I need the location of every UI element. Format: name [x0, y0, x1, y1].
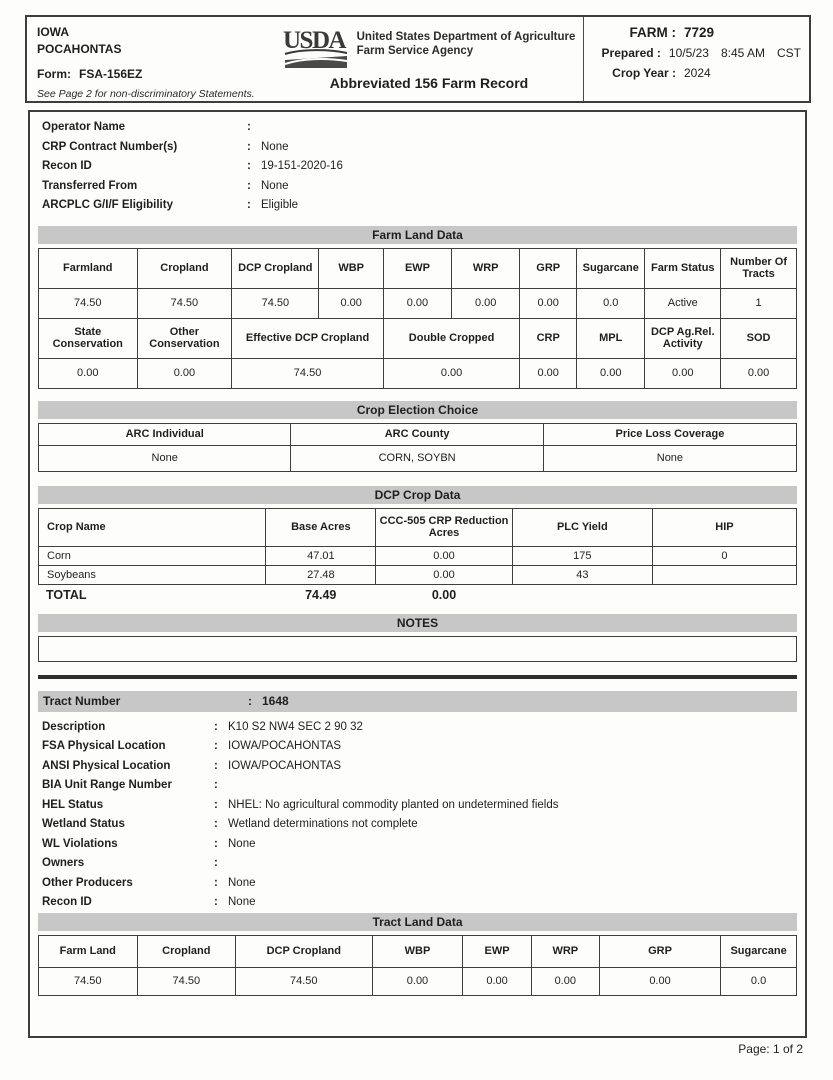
field-arcplc-eligibility: ARCPLC G/I/F Eligibility : Eligible: [37, 196, 798, 216]
col-grp: GRP: [520, 248, 577, 288]
farm-land-value-row-1: 74.50 74.50 74.50 0.00 0.00 0.00 0.00 0.0 Active 1: [39, 288, 797, 318]
dcp-crop-row-soybeans: Soybeans 27.48 0.00 43: [39, 565, 797, 584]
col-state-conservation: State Conservation: [39, 318, 138, 358]
col-tract-dcp-cropland: DCP Cropland: [236, 935, 372, 967]
tract-details-section: [37, 718, 798, 913]
col-sugarcane: Sugarcane: [577, 248, 645, 288]
col-ccc505-crp-reduction-acres: CCC-505 CRP Reduction Acres: [376, 508, 512, 546]
tract-land-data-title: Tract Land Data: [38, 913, 797, 931]
col-arc-county: ARC County: [291, 423, 543, 445]
col-cropland: Cropland: [137, 248, 232, 288]
crop-election-title: Crop Election Choice: [38, 401, 797, 419]
field-other-producers: Other Producers : None: [37, 874, 798, 894]
header-center: [275, 17, 583, 101]
tract-number-banner: [38, 691, 797, 712]
col-dcp-cropland: DCP Cropland: [232, 248, 319, 288]
form-label: Form:: [37, 67, 71, 81]
col-wrp: WRP: [452, 248, 520, 288]
field-description: Description : K10 S2 NW4 SEC 2 90 32: [37, 718, 798, 738]
col-ewp: EWP: [383, 248, 451, 288]
dcp-crop-data-table: [38, 508, 797, 585]
agency-name: [357, 27, 576, 58]
crop-election-value-row: None CORN, SOYBN None: [39, 445, 797, 471]
col-crop-name: Crop Name: [39, 508, 266, 546]
dcp-crop-total-row: [38, 588, 797, 602]
header-right: [583, 17, 809, 101]
col-tract-ewp: EWP: [463, 935, 531, 967]
col-crp: CRP: [520, 318, 577, 358]
col-sod: SOD: [721, 318, 797, 358]
farm-land-value-row-2: 0.00 0.00 74.50 0.00 0.00 0.00 0.00 0.00: [39, 358, 797, 388]
col-farmland: Farmland: [39, 248, 138, 288]
farm-label: FARM :: [584, 25, 676, 40]
col-effective-dcp-cropland: Effective DCP Cropland: [232, 318, 384, 358]
field-crp-contract-numbers: CRP Contract Number(s) : None: [37, 138, 798, 158]
dept-line2: Farm Service Agency: [356, 45, 474, 57]
header-left: [27, 17, 275, 101]
total-label: TOTAL: [46, 587, 87, 602]
crop-election-table: [38, 423, 797, 472]
col-price-loss-coverage: Price Loss Coverage: [543, 423, 796, 445]
col-tract-cropland: Cropland: [137, 935, 236, 967]
section-divider: [38, 675, 797, 679]
prepared-value: 10/5/23 8:45 AM CST: [668, 46, 801, 60]
col-double-cropped: Double Cropped: [383, 318, 519, 358]
col-tract-wbp: WBP: [372, 935, 463, 967]
col-hip: HIP: [652, 508, 796, 546]
crop-year-value: 2024: [684, 66, 711, 80]
col-wbp: WBP: [319, 248, 383, 288]
col-arc-individual: ARC Individual: [39, 423, 291, 445]
total-base-acres: 74.49: [305, 587, 337, 602]
operator-section: [37, 118, 798, 216]
svg-text:USDA: USDA: [282, 27, 345, 54]
tract-land-data-table: [38, 935, 797, 996]
dcp-crop-data-title: DCP Crop Data: [38, 486, 797, 504]
crop-election-header-row: [39, 423, 797, 445]
crop-year-label: Crop Year :: [584, 66, 676, 80]
tract-number-label: Tract Number: [43, 693, 121, 708]
prepared-label: Prepared :: [584, 46, 661, 60]
nondiscrimination-note: See Page 2 for non-discriminatory Statements.: [37, 88, 255, 100]
farm-number: 7729: [684, 25, 715, 40]
field-operator-name: Operator Name :: [37, 118, 798, 138]
form-value: FSA-156EZ: [79, 67, 143, 81]
field-transferred-from: Transferred From : None: [37, 177, 798, 197]
farm-record-body: [28, 110, 807, 1038]
notes-title: NOTES: [38, 614, 797, 632]
field-hel-status: HEL Status : NHEL: No agricultural commodity planted on undetermined fields: [37, 796, 798, 816]
page-number: Page: 1 of 2: [738, 1042, 803, 1056]
col-tract-wrp: WRP: [531, 935, 599, 967]
document-header: [25, 15, 811, 103]
field-tract-recon-id: Recon ID : None: [37, 893, 798, 913]
field-owners: Owners :: [37, 854, 798, 874]
farm-land-header-row-1: [39, 248, 797, 288]
col-tract-sugarcane: Sugarcane: [721, 935, 797, 967]
field-wetland-status: Wetland Status : Wetland determinations not complete: [37, 815, 798, 835]
tract-number-value: 1648: [262, 693, 289, 708]
col-dcp-ag-rel-activity: DCP Ag.Rel. Activity: [645, 318, 721, 358]
col-plc-yield: PLC Yield: [512, 508, 652, 546]
field-wl-violations: WL Violations : None: [37, 835, 798, 855]
col-mpl: MPL: [577, 318, 645, 358]
dcp-crop-header-row: [39, 508, 797, 546]
total-ccc505: 0.00: [431, 587, 457, 602]
col-farm-status: Farm Status: [645, 248, 721, 288]
document-title: Abbreviated 156 Farm Record: [329, 75, 529, 91]
farm-land-data-table: [38, 248, 797, 389]
field-recon-id: Recon ID : 19-151-2020-16: [37, 157, 798, 177]
col-tract-grp: GRP: [599, 935, 720, 967]
tract-land-header-row: [39, 935, 797, 967]
tract-land-value-row: 74.50 74.50 74.50 0.00 0.00 0.00 0.00 0.0: [39, 967, 797, 995]
farm-land-data-title: Farm Land Data: [38, 226, 797, 244]
col-base-acres: Base Acres: [266, 508, 376, 546]
usda-logo-icon: [283, 27, 349, 69]
farm-land-header-row-2: [39, 318, 797, 358]
field-fsa-physical-location: FSA Physical Location : IOWA/POCAHONTAS: [37, 737, 798, 757]
col-number-of-tracts: Number Of Tracts: [721, 248, 797, 288]
notes-content: [38, 636, 797, 662]
state-name: IOWA: [37, 25, 69, 39]
field-ansi-physical-location: ANSI Physical Location : IOWA/POCAHONTAS: [37, 757, 798, 777]
dept-line1: United States Department of Agriculture: [356, 31, 576, 43]
field-bia-unit-range-number: BIA Unit Range Number :: [37, 776, 798, 796]
county-name: POCAHONTAS: [37, 42, 122, 56]
dcp-crop-row-corn: Corn 47.01 0.00 175 0: [39, 546, 797, 565]
farm-status-value: Active: [645, 288, 721, 318]
col-tract-farm-land: Farm Land: [39, 935, 138, 967]
col-other-conservation: Other Conservation: [137, 318, 232, 358]
form-number: [37, 67, 275, 81]
